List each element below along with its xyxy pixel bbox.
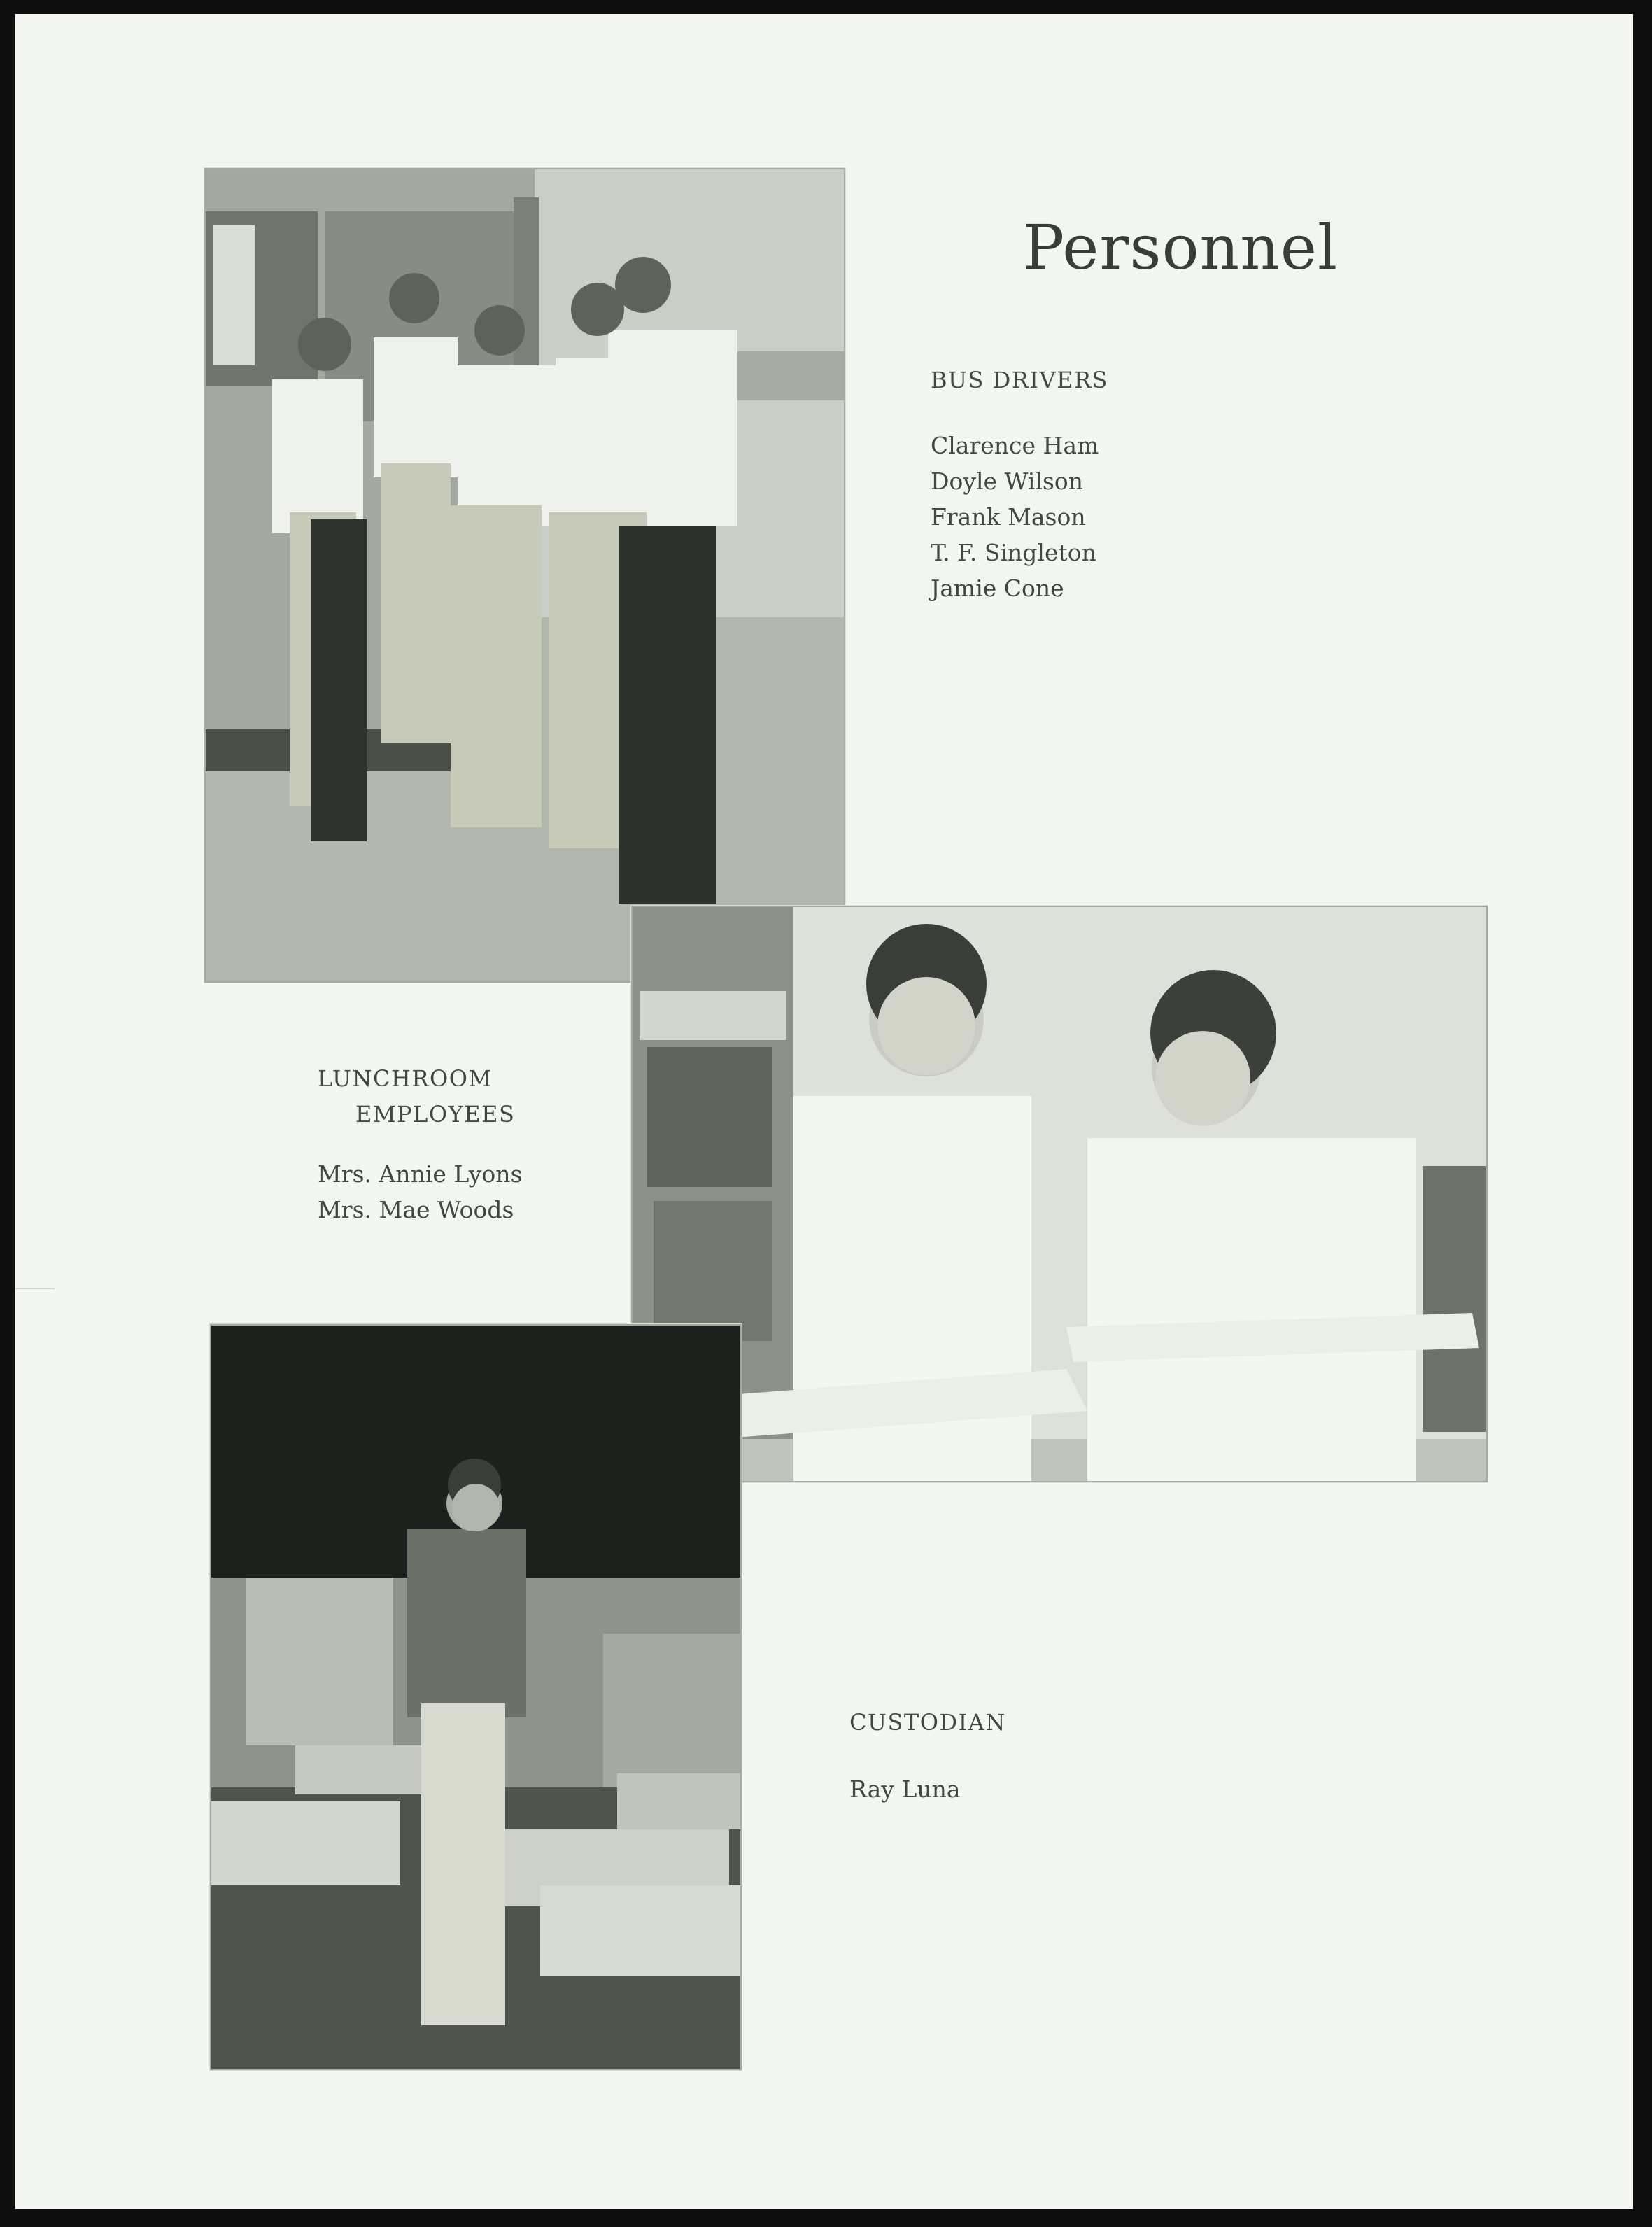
lunchroom-heading	[318, 1061, 522, 1132]
lunchroom-heading-line2: EMPLOYEES	[355, 1101, 516, 1127]
lunchroom-list	[318, 1156, 522, 1228]
bus-drivers-section	[931, 363, 1108, 606]
bus-drivers-photo	[204, 168, 845, 983]
list-item: Frank Mason	[931, 503, 1086, 531]
page-edge-mark	[15, 1288, 55, 1289]
bus-drivers-photo-image	[206, 169, 844, 981]
list-item: Jamie Cone	[931, 575, 1064, 602]
list-item: T. F. Singleton	[931, 539, 1096, 566]
lunchroom-photo	[631, 906, 1488, 1482]
yearbook-page	[15, 14, 1633, 2209]
list-item: Clarence Ham	[931, 432, 1099, 459]
custodian-photo	[210, 1324, 742, 2070]
lunchroom-section	[318, 1061, 522, 1228]
list-item: Ray Luna	[849, 1776, 961, 1803]
bus-drivers-heading: BUS DRIVERS	[931, 367, 1108, 393]
list-item: Doyle Wilson	[931, 468, 1084, 495]
list-item: Mrs. Mae Woods	[318, 1196, 514, 1223]
lunchroom-photo-image	[633, 907, 1486, 1481]
page-title: Personnel	[1023, 211, 1339, 283]
lunchroom-heading-line1: LUNCHROOM	[318, 1065, 493, 1092]
bus-drivers-list	[931, 428, 1108, 606]
list-item: Mrs. Annie Lyons	[318, 1160, 523, 1188]
custodian-photo-image	[211, 1326, 740, 2069]
custodian-heading: CUSTODIAN	[849, 1709, 1006, 1736]
custodian-list	[849, 1771, 1006, 1807]
custodian-section	[849, 1705, 1006, 1807]
